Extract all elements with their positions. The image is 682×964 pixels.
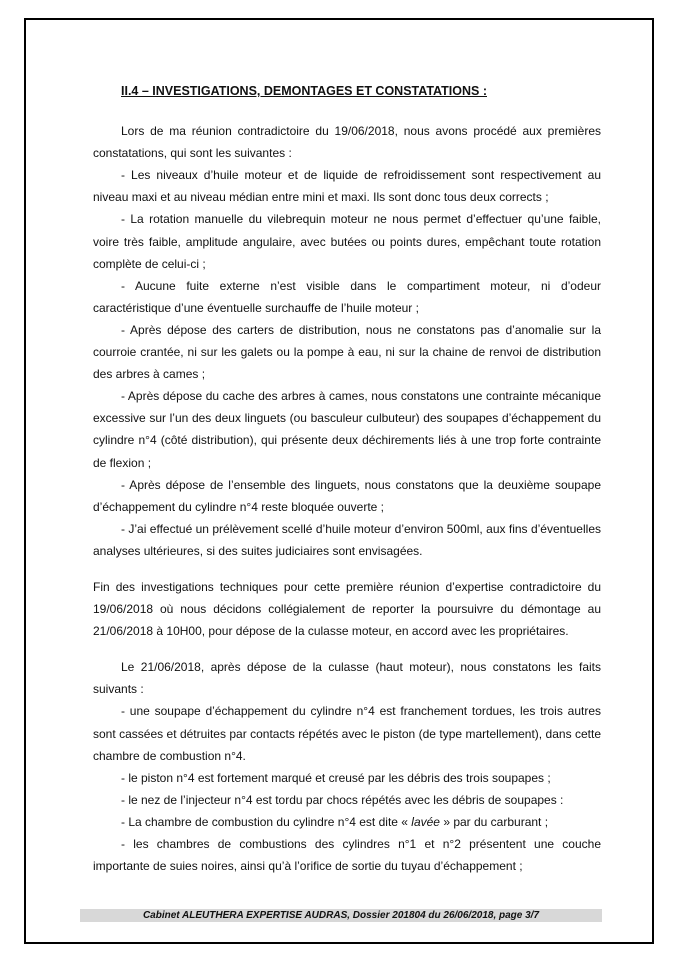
finding-item: - Les niveaux d’huile moteur et de liquide de refroidissement sont respectivement au niveau maxi et au niveau médian entre mini et maxi. Ils sont donc tous deux corrects ;	[93, 168, 601, 205]
finding-item: - J’ai effectué un prélèvement scellé d’huile moteur d’environ 500ml, aux fins d’éventuelles analyses ultérieures, si des suites judiciaires sont envisagées.	[93, 521, 601, 558]
finding-item	[93, 811, 601, 833]
finding-item: - Aucune fuite externe n’est visible dans le compartiment moteur, ni d’odeur caractéristique d’une éventuelle surchauffe de l’huile moteur ;	[93, 278, 601, 315]
spacer	[93, 562, 601, 576]
spacer	[93, 642, 601, 656]
finding-item: - une soupape d’échappement du cylindre n°4 est franchement tordues, les trois autres sont cassées et détruites par contacts répétés avec le piston (de type martellement), dans cette chambre de combustion n°4.	[93, 704, 601, 763]
end-investigations-paragraph: Fin des investigations techniques pour cette première réunion d’expertise contradictoire du 19/06/2018 où nous décidons collégialement de reporter la poursuivre du démontage au 21/06/2018 à 10H00, pour dépose de la culasse moteur, en accord avec les propriétaires.	[93, 579, 601, 639]
finding-item: - le nez de l’injecteur n°4 est tordu par chocs répétés avec les débris de soupapes :	[121, 792, 564, 807]
second-intro-paragraph: Le 21/06/2018, après dépose de la culasse (haut moteur), nous constatons les faits suivants :	[93, 660, 601, 697]
emphasis-text: lavée	[411, 814, 440, 829]
finding-text: - La chambre de combustion du cylindre n°4 est dite «	[121, 814, 412, 829]
intro-paragraph: Lors de ma réunion contradictoire du 19/06/2018, nous avons procédé aux premières constatations, qui sont les suivantes :	[93, 124, 601, 161]
finding-item: - le piston n°4 est fortement marqué et creusé par les débris des trois soupapes ;	[121, 770, 551, 785]
finding-item: - Après dépose des carters de distribution, nous ne constatons pas d’anomalie sur la courroie crantée, ni sur les galets ou la pompe à eau, ni sur la chaine de renvoi de distribution des arbres à cames ;	[93, 322, 601, 382]
page-footer: Cabinet ALEUTHERA EXPERTISE AUDRAS, Dossier 201804 du 26/06/2018, page 3/7	[80, 909, 602, 922]
finding-text: » par du carburant ;	[439, 814, 549, 829]
finding-item: - La rotation manuelle du vilebrequin moteur ne nous permet d’effectuer qu’une faible, voire très faible, amplitude angulaire, avec butées ou points dures, empêchant toute rotation complète de celui-ci ;	[93, 212, 601, 271]
finding-item: - les chambres de combustions des cylindres n°1 et n°2 présentent une couche importante de suies noires, ainsi qu’à l’orifice de sortie du tuyau d’échappement ;	[93, 837, 601, 874]
finding-item: - Après dépose de l’ensemble des linguets, nous constatons que la deuxième soupape d’échappement du cylindre n°4 reste bloquée ouverte ;	[93, 477, 601, 514]
section-title: II.4 – INVESTIGATIONS, DEMONTAGES ET CONSTATATIONS :	[121, 84, 487, 98]
document-body	[93, 80, 601, 877]
finding-item: - Après dépose du cache des arbres à cames, nous constatons une contrainte mécanique excessive sur l’un des deux linguets (ou basculeur culbuteur) des soupapes d’échappement du cylindre n°4 (côté distribution), qui présente deux déchirements liés à une trop forte contrainte de flexion ;	[93, 389, 601, 470]
